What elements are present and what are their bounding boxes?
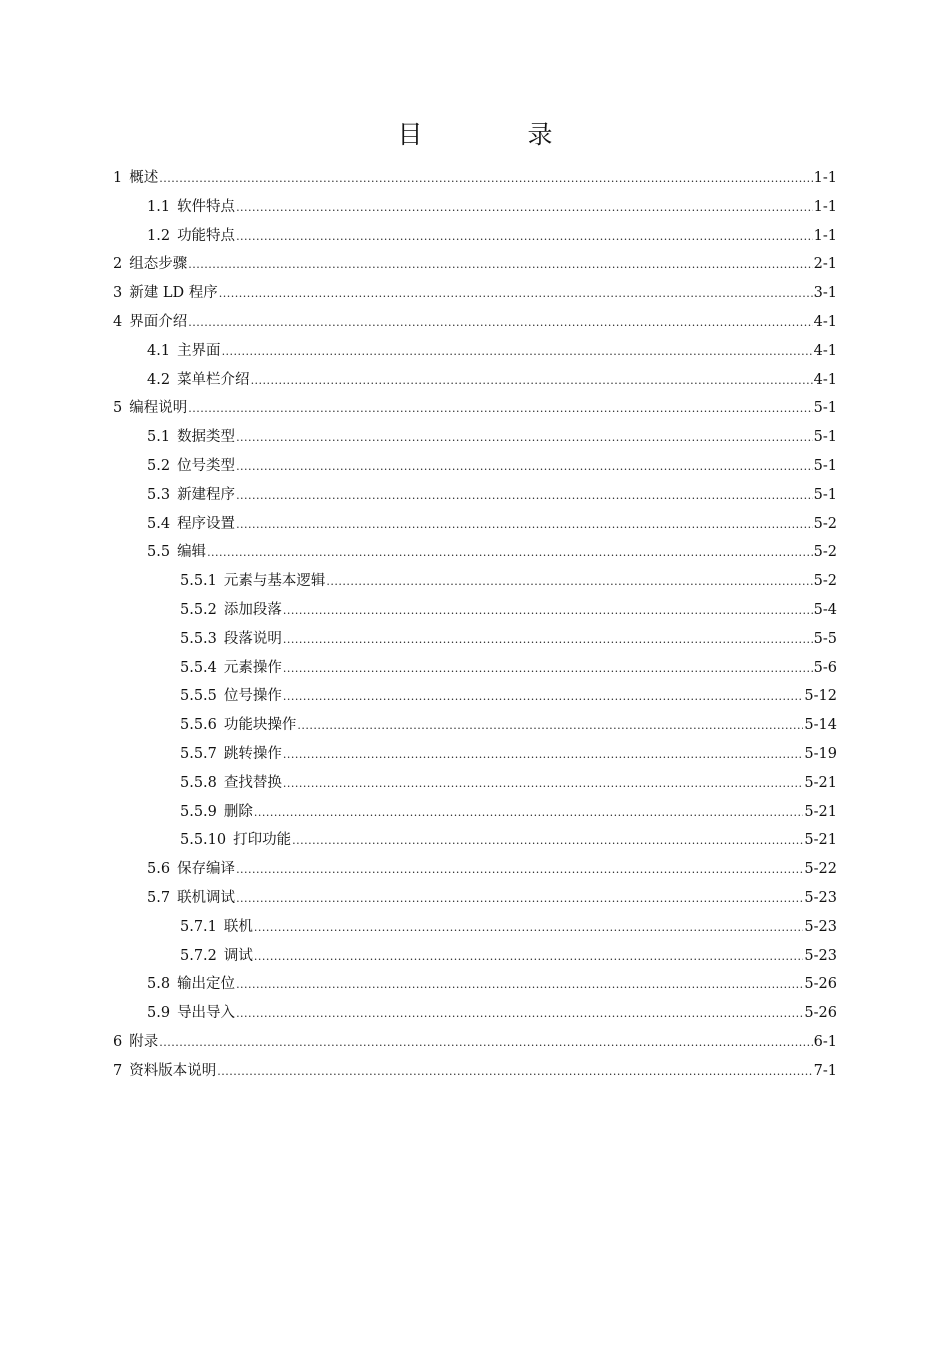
toc-entry-page-number: 5-1: [813, 429, 837, 446]
dot-leader: [236, 194, 813, 223]
toc-entry[interactable]: [113, 193, 837, 222]
dot-leader: [236, 856, 803, 885]
toc-entry-number: 1.2: [147, 227, 171, 244]
toc-entry[interactable]: [113, 250, 837, 279]
toc-entry-number: 5.2: [147, 457, 171, 474]
toc-entry-title: 新建程序: [177, 486, 236, 503]
toc-entry-page-number: 5-12: [804, 688, 837, 705]
toc-entry-page-number: 5-22: [804, 861, 837, 878]
toc-entry-title: 功能特点: [177, 227, 236, 244]
toc-entry[interactable]: [113, 538, 837, 567]
toc-entry-page-number: 1-1: [813, 227, 837, 244]
dot-leader: [188, 251, 812, 280]
toc-entry-title: 输出定位: [177, 976, 236, 993]
toc-entry[interactable]: [113, 855, 837, 884]
toc-entry[interactable]: [113, 711, 837, 740]
toc-entry[interactable]: [113, 884, 837, 913]
dot-leader: [283, 741, 804, 770]
toc-entry[interactable]: [113, 999, 837, 1028]
toc-entry-number: 5.8: [147, 976, 171, 993]
toc-entry-page-number: 5-26: [804, 976, 837, 993]
toc-entry-page-number: 5-14: [804, 717, 837, 734]
toc-entry[interactable]: [113, 567, 837, 596]
dot-leader: [236, 511, 813, 540]
toc-entry-number: 5.7: [147, 889, 171, 906]
toc-entry-title: 编程说明: [129, 400, 188, 417]
toc-entry-title: 调试: [223, 947, 253, 964]
toc-entry-page-number: 3-1: [813, 285, 837, 302]
toc-entry[interactable]: [113, 970, 837, 999]
toc-entry-title: 程序设置: [177, 515, 236, 532]
toc-entry-page-number: 5-6: [813, 659, 837, 676]
toc-entry-number: 5.7.2: [180, 947, 217, 964]
toc-entry[interactable]: [113, 222, 837, 251]
toc-entry-page-number: 5-2: [813, 544, 837, 561]
toc-entry-title: 元素与基本逻辑: [223, 573, 326, 590]
toc-entry-title: 查找替换: [223, 774, 282, 791]
toc-entry-page-number: 5-23: [804, 918, 837, 935]
dot-leader: [254, 799, 804, 828]
toc-entry-page-number: 4-1: [813, 342, 837, 359]
dot-leader: [159, 1029, 812, 1058]
toc-entry-page-number: 5-21: [804, 803, 837, 820]
toc-entry-title: 打印功能: [233, 832, 292, 849]
dot-leader: [283, 770, 804, 799]
toc-entry-title: 联机调试: [177, 889, 236, 906]
dot-leader: [217, 1058, 812, 1087]
toc-entry-page-number: 1-1: [813, 170, 837, 186]
toc-entry[interactable]: [113, 654, 837, 683]
toc-entry-title: 段落说明: [223, 630, 282, 647]
toc-entry-title: 位号类型: [177, 457, 236, 474]
toc-entry-title: 界面介绍: [129, 313, 188, 330]
toc-entry-title: 新建 LD 程序: [129, 285, 218, 302]
toc-entry[interactable]: [113, 942, 837, 971]
dot-leader: [222, 338, 813, 367]
dot-leader: [236, 424, 813, 453]
toc-entry-number: 5.5.10: [180, 832, 227, 849]
toc-entry[interactable]: [113, 682, 837, 711]
toc-entry-title: 跳转操作: [223, 745, 282, 762]
toc-entry[interactable]: [113, 798, 837, 827]
toc-entry-page-number: 5-23: [804, 889, 837, 906]
toc-entry[interactable]: [113, 394, 837, 423]
toc-entry[interactable]: [113, 913, 837, 942]
dot-leader: [236, 1000, 803, 1029]
dot-leader: [326, 568, 812, 597]
toc-entry-number: 7: [113, 1062, 123, 1079]
toc-entry-title: 添加段落: [223, 601, 282, 618]
toc-entry-title: 编辑: [177, 544, 207, 561]
toc-entry-number: 2: [113, 256, 123, 273]
toc-entry-title: 主界面: [177, 342, 221, 359]
toc-entry[interactable]: [113, 366, 837, 395]
toc-entry-number: 5.5.3: [180, 630, 217, 647]
toc-entry-number: 5.6: [147, 861, 171, 878]
dot-leader: [251, 367, 813, 396]
toc-entry-title: 元素操作: [223, 659, 282, 676]
toc-entry[interactable]: [113, 164, 837, 193]
dot-leader: [297, 712, 803, 741]
table-of-contents: [113, 164, 837, 1086]
toc-entry-title: 软件特点: [177, 198, 236, 215]
toc-entry-page-number: 5-21: [804, 832, 837, 849]
toc-entry-number: 4.1: [147, 342, 171, 359]
toc-entry-title: 删除: [223, 803, 253, 820]
toc-entry-page-number: 6-1: [813, 1033, 837, 1050]
toc-entry[interactable]: [113, 740, 837, 769]
toc-entry-number: 5.5.9: [180, 803, 217, 820]
toc-entry[interactable]: [113, 596, 837, 625]
toc-entry-number: 5: [113, 400, 123, 417]
toc-entry[interactable]: [113, 625, 837, 654]
toc-entry-title: 资料版本说明: [129, 1062, 217, 1079]
toc-entry-title: 数据类型: [177, 429, 236, 446]
dot-leader: [254, 943, 804, 972]
dot-leader: [219, 280, 813, 309]
toc-entry-page-number: 5-19: [804, 745, 837, 762]
toc-entry-page-number: 5-2: [813, 573, 837, 590]
toc-entry-page-number: 2-1: [813, 256, 837, 273]
dot-leader: [254, 914, 804, 943]
toc-entry-page-number: 5-21: [804, 774, 837, 791]
toc-entry-page-number: 7-1: [813, 1062, 837, 1079]
toc-entry-page-number: 4-1: [813, 371, 837, 388]
toc-entry-number: 5.5.6: [180, 717, 217, 734]
dot-leader: [236, 453, 813, 482]
toc-entry-page-number: 5-2: [813, 515, 837, 532]
dot-leader: [283, 655, 813, 684]
dot-leader: [207, 539, 813, 568]
toc-entry-page-number: 5-1: [813, 486, 837, 503]
toc-entry-number: 1: [113, 170, 123, 186]
toc-entry-number: 5.9: [147, 1005, 171, 1022]
toc-entry-title: 功能块操作: [223, 717, 297, 734]
toc-entry-title: 附录: [129, 1033, 159, 1050]
dot-leader: [283, 683, 804, 712]
toc-entry-number: 5.5.4: [180, 659, 217, 676]
toc-entry-number: 5.7.1: [180, 918, 217, 935]
toc-entry-page-number: 5-23: [804, 947, 837, 964]
toc-entry-title: 保存编译: [177, 861, 236, 878]
toc-entry[interactable]: [113, 826, 837, 855]
toc-entry-number: 4.2: [147, 371, 171, 388]
toc-entry[interactable]: [113, 452, 837, 481]
page-title: 目 录: [397, 120, 593, 149]
toc-entry-title: 位号操作: [223, 688, 282, 705]
dot-leader: [188, 309, 812, 338]
toc-entry-number: 6: [113, 1033, 123, 1050]
dot-leader: [236, 971, 803, 1000]
toc-entry-number: 5.5.2: [180, 601, 217, 618]
toc-entry-title: 概述: [129, 170, 159, 186]
dot-leader: [283, 626, 813, 655]
toc-entry[interactable]: [113, 1057, 837, 1086]
toc-entry[interactable]: [113, 481, 837, 510]
toc-entry-number: 5.5.8: [180, 774, 217, 791]
toc-entry-title: 组态步骤: [129, 256, 188, 273]
toc-entry[interactable]: [113, 279, 837, 308]
toc-entry-title: 导出导入: [177, 1005, 236, 1022]
toc-entry-number: 5.3: [147, 486, 171, 503]
dot-leader: [236, 223, 813, 252]
dot-leader: [159, 165, 812, 194]
toc-entry[interactable]: [113, 308, 837, 337]
toc-entry[interactable]: [113, 337, 837, 366]
toc-entry-page-number: 5-26: [804, 1005, 837, 1022]
toc-entry-page-number: 4-1: [813, 313, 837, 330]
toc-entry-number: 5.5.7: [180, 745, 217, 762]
toc-entry-title: 菜单栏介绍: [177, 371, 250, 388]
toc-entry-number: 3: [113, 285, 123, 302]
toc-entry[interactable]: [113, 510, 837, 539]
dot-leader: [292, 827, 803, 856]
toc-entry-number: 5.5.5: [180, 688, 217, 705]
toc-entry-page-number: 5-1: [813, 457, 837, 474]
dot-leader: [236, 885, 803, 914]
toc-entry-number: 1.1: [147, 198, 171, 215]
toc-entry-title: 联机: [223, 918, 253, 935]
dot-leader: [283, 597, 813, 626]
dot-leader: [188, 395, 812, 424]
toc-entry[interactable]: [113, 769, 837, 798]
toc-entry-number: 5.1: [147, 429, 171, 446]
toc-entry-page-number: 5-4: [813, 601, 837, 618]
toc-entry[interactable]: [113, 423, 837, 452]
toc-entry-number: 4: [113, 313, 123, 330]
dot-leader: [236, 482, 813, 511]
toc-entry-page-number: 5-1: [813, 400, 837, 417]
toc-entry-number: 5.5: [147, 544, 171, 561]
toc-entry-number: 5.4: [147, 515, 171, 532]
toc-entry-page-number: 1-1: [813, 198, 837, 215]
toc-entry-page-number: 5-5: [813, 630, 837, 647]
toc-entry-number: 5.5.1: [180, 573, 217, 590]
toc-entry[interactable]: [113, 1028, 837, 1057]
